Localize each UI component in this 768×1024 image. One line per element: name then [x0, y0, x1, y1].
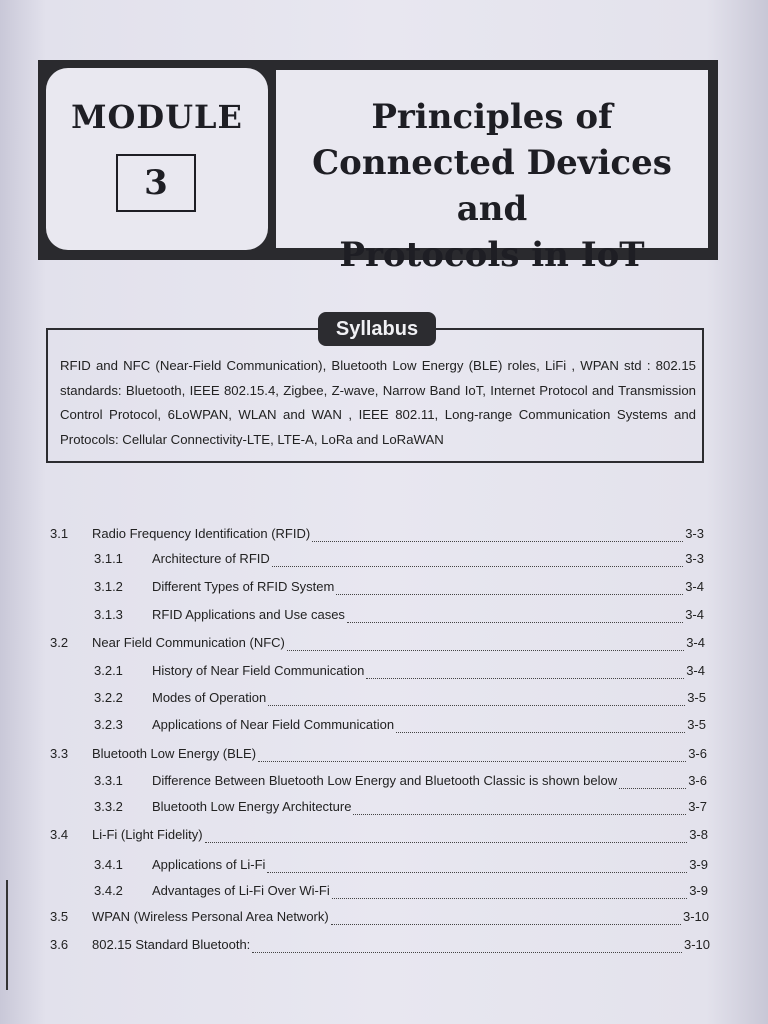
syllabus-text: RFID and NFC (Near-Field Communication), Bluetooth Low Energy (BLE) roles, LiFi , WPAN std : 802.15 standards: Bluetooth, IEEE 802.15.4, Zigbee, Z-wave, Narrow Band IoT, Internet Protocol and Transmission Control Protocol, 6LoWPAN, WLAN and WAN , IEEE 802.11, Long-range Communication Systems and Protocols: Cellular Connectivity-LTE, LTE-A, LoRa and LoRaWAN — [60, 358, 696, 447]
toc-leader-dots — [396, 722, 685, 733]
toc-entry[interactable] — [94, 773, 707, 793]
toc-entry-title: 802.15 Standard Bluetooth: — [92, 937, 251, 952]
toc-entry[interactable] — [50, 526, 704, 546]
toc-entry-title: Li-Fi (Light Fidelity) — [92, 827, 203, 842]
toc-entry-title: Near Field Communication (NFC) — [92, 635, 285, 650]
toc-leader-dots — [272, 556, 683, 567]
toc-entry-title: Advantages of Li-Fi Over Wi-Fi — [152, 883, 330, 898]
toc-entry-page: 3-6 — [688, 746, 707, 761]
toc-leader-dots — [205, 832, 688, 843]
toc-entry-page: 3-10 — [683, 937, 710, 952]
toc-entry[interactable] — [50, 746, 707, 766]
toc-entry-number: 3.4.1 — [94, 857, 123, 872]
toc-leader-dots — [332, 888, 687, 899]
toc-entry-number: 3.1.2 — [94, 579, 123, 594]
toc-leader-dots — [267, 862, 687, 873]
toc-entry-number: 3.6 — [50, 937, 69, 952]
toc-leader-dots — [336, 584, 683, 595]
toc-entry-page: 3-4 — [686, 635, 705, 650]
toc-entry-page: 3-9 — [689, 857, 708, 872]
module-header — [38, 60, 718, 275]
toc-entry-number: 3.1.3 — [94, 607, 123, 622]
toc-entry-title: Architecture of RFID — [152, 551, 270, 566]
toc-entry-number: 3.2 — [50, 635, 69, 650]
toc-entry-number: 3.4.2 — [94, 883, 123, 898]
module-label-box — [46, 68, 268, 250]
toc-entry-page: 3-5 — [687, 717, 706, 732]
toc-entry-title: Bluetooth Low Energy (BLE) — [92, 746, 257, 761]
page-edge-mark — [6, 880, 8, 990]
toc-leader-dots — [353, 804, 686, 815]
toc-entry-number: 3.1 — [50, 526, 69, 541]
syllabus-label: Syllabus — [318, 312, 436, 346]
toc-entry-page: 3-5 — [687, 690, 706, 705]
toc-entry-title: Radio Frequency Identification (RFID) — [92, 526, 311, 541]
toc-entry-number: 3.3.2 — [94, 799, 123, 814]
module-title: Principles of Connected Devices and Protocols in IoT — [312, 97, 672, 275]
toc-entry-page: 3-3 — [685, 526, 704, 541]
toc-entry[interactable] — [50, 909, 709, 929]
toc-entry-title: WPAN (Wireless Personal Area Network) — [92, 909, 329, 924]
toc-entry-page: 3-6 — [688, 773, 707, 788]
toc-entry-number: 3.4 — [50, 827, 69, 842]
toc-leader-dots — [252, 942, 682, 953]
toc-entry-page: 3-4 — [685, 579, 704, 594]
toc-entry-number: 3.1.1 — [94, 551, 123, 566]
toc-entry-page: 3-3 — [685, 551, 704, 566]
toc-entry[interactable] — [50, 635, 705, 655]
toc-leader-dots — [258, 751, 686, 762]
toc-entry[interactable] — [94, 717, 706, 737]
module-word: MODULE — [71, 98, 243, 136]
toc-entry-title: RFID Applications and Use cases — [152, 607, 345, 622]
toc-entry-page: 3-4 — [686, 663, 705, 678]
toc-entry-title: Bluetooth Low Energy Architecture — [152, 799, 352, 814]
toc-leader-dots — [331, 914, 681, 925]
toc-entry[interactable] — [94, 607, 704, 627]
toc-entry-title: Applications of Near Field Communication — [152, 717, 395, 732]
toc-entry[interactable] — [94, 690, 706, 710]
toc-entry-title: Modes of Operation — [152, 690, 267, 705]
toc-entry-page: 3-9 — [689, 883, 708, 898]
toc-entry-title: History of Near Field Communication — [152, 663, 365, 678]
toc-entry[interactable] — [94, 883, 708, 903]
toc-entry[interactable] — [94, 799, 707, 819]
toc-leader-dots — [287, 640, 684, 651]
toc-entry-number: 3.3 — [50, 746, 69, 761]
syllabus-box — [46, 318, 704, 463]
module-number: 3 — [116, 154, 196, 212]
toc-entry-number: 3.3.1 — [94, 773, 123, 788]
toc-leader-dots — [366, 668, 684, 679]
toc-entry[interactable] — [94, 663, 705, 683]
module-title-box — [274, 68, 710, 275]
toc-entry-title: Different Types of RFID System — [152, 579, 335, 594]
toc-entry-page: 3-4 — [685, 607, 704, 622]
toc-entry[interactable] — [50, 827, 708, 847]
toc-entry[interactable] — [94, 857, 708, 877]
toc-leader-dots — [347, 612, 683, 623]
toc-entry-page: 3-7 — [688, 799, 707, 814]
toc-entry[interactable] — [94, 579, 704, 599]
toc-entry-title: Applications of Li-Fi — [152, 857, 266, 872]
toc-leader-dots — [619, 778, 686, 789]
toc-entry[interactable] — [50, 937, 710, 957]
toc-leader-dots — [312, 531, 683, 542]
toc-entry-number: 3.2.2 — [94, 690, 123, 705]
toc-entry-title: Difference Between Bluetooth Low Energy and Bluetooth Classic is shown below — [152, 773, 618, 788]
toc-entry-page: 3-8 — [689, 827, 708, 842]
toc-entry[interactable] — [94, 551, 704, 571]
toc-entry-number: 3.2.3 — [94, 717, 123, 732]
toc-entry-number: 3.2.1 — [94, 663, 123, 678]
toc-entry-page: 3-10 — [682, 909, 709, 924]
toc-entry-number: 3.5 — [50, 909, 69, 924]
toc-leader-dots — [268, 695, 685, 706]
